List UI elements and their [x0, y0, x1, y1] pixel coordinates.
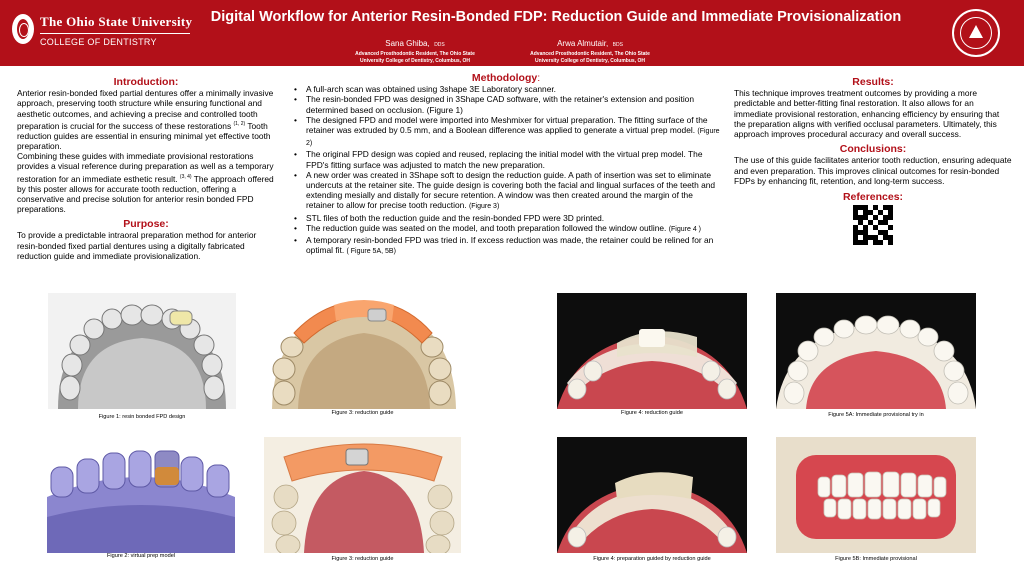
conclusions-heading: Conclusions:	[839, 143, 907, 156]
author-degree: DDS	[434, 42, 445, 48]
osu-logo	[12, 14, 192, 47]
methodology-heading: Methodology:	[471, 72, 541, 84]
intro-paragraph-2: Combining these guides with immediate provisional restorations provides a visual reference during preparation as well as a temporary restoration for an immediate esthetic result.	[17, 151, 274, 184]
introduction-heading: Introduction:	[113, 76, 179, 88]
author-name: Arwa Almutair,	[557, 39, 609, 48]
figure-caption: Figure 5B: Immediate provisional	[835, 556, 917, 562]
methodology-item: • A temporary resin-bonded FPD was tried in. If excess reduction was made, the retainer could be relined for an optimal fit. ( Figure 5A, 5B)	[292, 235, 720, 257]
methodology-item: • STL files of both the reduction guide and the resin-bonded FPD were 3D printed.	[292, 213, 720, 223]
figure-4-image	[557, 293, 747, 409]
right-column	[734, 77, 1012, 245]
author-1	[320, 33, 510, 65]
college-seal-icon	[952, 9, 1000, 57]
citation: (3, 4)	[179, 173, 192, 180]
figure-5a-image	[776, 293, 976, 409]
figure-caption: Figure 5A: Immediate provisional try in	[828, 412, 924, 418]
figure-caption: Figure 4: reduction guide	[621, 410, 683, 416]
purpose-text: To provide a predictable intraoral preparation method for anterior resin-bonded fixed partial dentures using a digitally fabricated reduction guide and immediate provisionalization.	[17, 230, 257, 261]
introduction-text	[17, 88, 275, 151]
methodology-item: • The original FPD design was copied and reused, replacing the initial model with the virtual prep model. The FPD's fitting surface was adjusted to match the new preparation.	[292, 149, 720, 169]
figure-3b-image	[264, 437, 461, 553]
figure-caption: Figure 3: reduction guide	[331, 556, 394, 562]
references-qr-code-icon[interactable]	[853, 205, 893, 245]
intro-paragraph-1: Anterior resin-bonded fixed partial dentures offer a minimally invasive approach, preserving tooth structure while ensuring functional and aesthetic outcomes, and achieving a precise and controlled tooth preparation is crucial for the success of these restorations	[17, 88, 274, 131]
intro-paragraph-1-end: Tooth reduction guides are essential in ensuring minimal yet effective tooth preparation.	[17, 120, 271, 152]
author-name: Sana Ghiba,	[385, 39, 430, 48]
poster-title: Digital Workflow for Anterior Resin-Bonded FDP: Reduction Guide and Immediate Provisionalization	[210, 9, 902, 25]
left-column	[17, 77, 275, 261]
figure-1-image	[48, 293, 236, 409]
methodology-item: • A new order was created in 3Shape soft to design the reduction guide. A path of insertion was set to eliminate undercuts at the retainer site. The guide design is covering both the facial and lingual surfaces of the teeth and extending mesially and distally for secure retention. A window was then created around the margin of the retainer to allow for precise tooth reduction. (Figure 3)	[292, 170, 720, 213]
results-text: This technique improves treatment outcomes by providing a more predictable and better-fitting final restoration. It also allows for an immediate provisional restoration, enhancing efficiency by ensuring that the preparation aligns with verified occlusal parameters. Ultimately, this approach improves procedural accuracy and overall success.	[734, 88, 1000, 140]
citation: (1, 2)	[233, 120, 246, 127]
methodology-item: • The designed FPD and model were imported into Meshmixer for virtual preparation. The fitting surface of the retainer was extruded by 0.5 mm, and a Boolean difference was applied to generate a virtual prep model. (Figure 2)	[292, 115, 720, 150]
block-o-icon	[12, 14, 34, 44]
conclusions-text: The use of this guide facilitates anterior tooth reduction, ensuring adequate and even preparation. This improves clinical outcomes for resin-bonded FDPs by enhancing fit, retention, and long-term success.	[734, 155, 1012, 186]
figure-3-image	[264, 293, 461, 409]
references-heading: References:	[842, 191, 904, 204]
methodology-item: • The reduction guide was seated on the model, and tooth preparation followed the window outline. (Figure 4 )	[292, 223, 720, 235]
figure-caption: Figure 2: virtual prep model	[106, 553, 176, 559]
author-affiliation: Advanced Prosthodontic Resident, The Ohio State	[355, 51, 475, 57]
figure-caption: Figure 1: resin bonded FPD design	[98, 414, 186, 420]
intro-paragraph-2-end: The approach offered by this poster allows for accurate tooth reduction, offering a conservative and precise solution for anterior resin bonded FPD preparations.	[17, 173, 274, 215]
figure-caption: Figure 4: preparation guided by reduction guide	[593, 556, 711, 562]
figure-4b-image	[557, 437, 747, 553]
university-name: The Ohio State University	[40, 14, 193, 29]
author-affiliation: Advanced Prosthodontic Resident, The Ohio State	[530, 51, 650, 57]
results-heading: Results:	[852, 76, 894, 88]
methodology-list	[292, 84, 720, 257]
author-degree: BDS	[612, 42, 623, 48]
poster-header	[0, 0, 1024, 66]
methodology-item: • A full-arch scan was obtained using 3shape 3E Laboratory scanner.	[292, 84, 720, 94]
figure-2-image	[47, 437, 235, 553]
author-affiliation: University College of Dentistry, Columbus, OH	[360, 57, 470, 64]
purpose-heading: Purpose:	[123, 218, 169, 231]
introduction-text-2	[17, 151, 275, 214]
methodology-column	[292, 73, 720, 257]
figure-5b-image	[776, 437, 976, 553]
college-name: COLLEGE OF DENTISTRY	[40, 37, 157, 47]
author-2	[495, 33, 685, 65]
methodology-item: • The resin-bonded FPD was designed in 3Shape CAD software, with the retainer's extension and position determined based on occlusion. (Figure 1)	[292, 94, 720, 114]
author-affiliation: University College of Dentistry, Columbus, OH	[535, 57, 645, 64]
figure-caption: Figure 3: reduction guide	[331, 410, 394, 416]
